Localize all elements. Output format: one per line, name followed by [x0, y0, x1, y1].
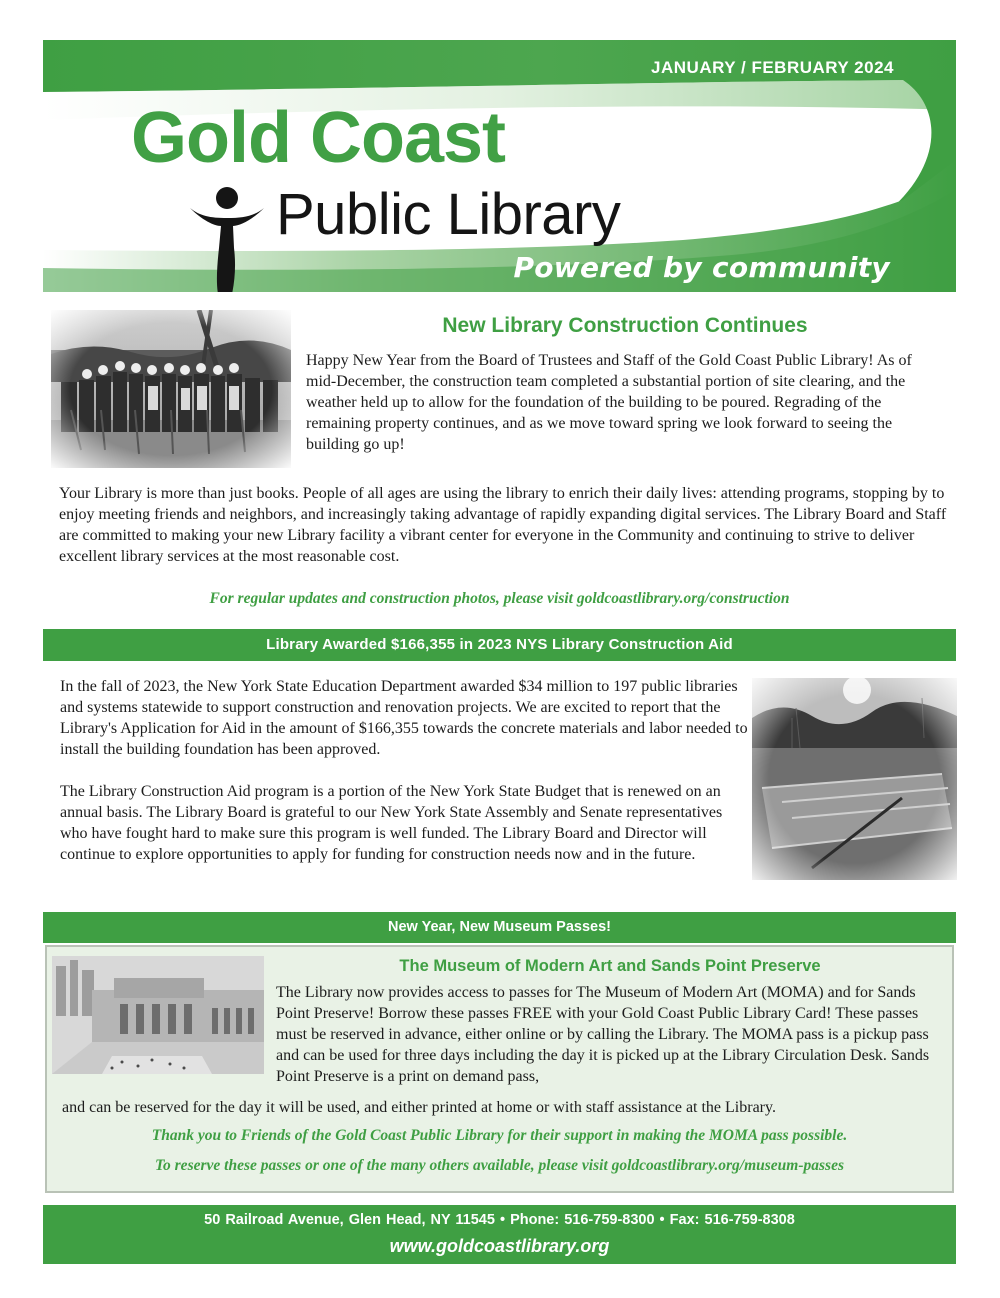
article-construction-paragraph-1: Happy New Year from the Board of Trustees and Staff of the Gold Coast Public Library! As of mid-December, the construction team completed a substantial portion of site clearing, and the weather held up to allow for the foundation of the building to be poured. Regrading of the remaining property continues, and as we move toward spring we look forward to seeing the building go up! [306, 352, 912, 453]
friends-thanks-note: Thank you to Friends of the Gold Coast Public Library for their support in making the MOMA pass possible. [151, 1127, 848, 1144]
museum-passes-link[interactable]: To reserve these passes or one of the many others available, please visit goldcoastlibrary.org/museum-passes [154, 1157, 844, 1174]
foundation-site-photo [752, 678, 957, 880]
museum-passes-paragraph-2: and can be reserved for the day it will be used, and either printed at home or with staff assistance at the Library. [62, 1099, 776, 1116]
construction-updates-link[interactable]: For regular updates and construction photos, please visit goldcoastlibrary.org/construction [209, 590, 790, 607]
logo-gold-coast: Gold Coast [131, 98, 506, 178]
footer-contact: 50 Railroad Avenue, Glen Head, NY 11545 • Phone: 516-759-8300 • Fax: 516-759-8308 [204, 1212, 795, 1228]
construction-aid-banner: Library Awarded $166,355 in 2023 NYS Library Construction Aid [43, 629, 956, 661]
person-figure-icon [188, 186, 266, 292]
footer-website-link[interactable]: www.goldcoastlibrary.org [389, 1236, 610, 1256]
groundbreaking-photo [51, 310, 291, 468]
logo-public-library: Public Library [276, 182, 621, 247]
article-construction-title: New Library Construction Continues [442, 314, 808, 337]
museum-building-photo [52, 956, 264, 1074]
construction-aid-paragraph-2: The Library Construction Aid program is a portion of the New York State Budget that is renewed on an annual basis. The Library Board is grateful to our New York State Assembly and Senate representatives who have fought hard to make sure this program is well funded. The Library Board and Director will continue to explore opportunities to apply for funding for construction needs now and in the future. [60, 783, 723, 863]
museum-passes-banner: New Year, New Museum Passes! [43, 912, 956, 943]
construction-aid-paragraph-1: In the fall of 2023, the New York State Education Department awarded $34 million to 197 public libraries and systems statewide to support construction and renovation projects. We are excited to report that the Library's Application for Aid in the amount of $166,355 towards the concrete materials and labor needed to install the building foundation has been approved. [60, 678, 748, 758]
museum-passes-title: The Museum of Modern Art and Sands Point Preserve [399, 957, 821, 975]
footer [43, 1205, 956, 1264]
issue-date: JANUARY / FEBRUARY 2024 [651, 58, 894, 77]
tagline: Powered by community [513, 251, 890, 284]
article-construction-paragraph-2: Your Library is more than just books. People of all ages are using the library to enrich their daily lives: attending programs, stopping by to enjoy meeting friends and neighbors, and increasingly taking advantage of rapidly expanding digital services. The Library Board and Staff are committed to making your new Library facility a vibrant center for everyone in the Community and continuing to strive to deliver excellent library services at the most reasonable cost. [59, 485, 947, 565]
museum-passes-paragraph-1: The Library now provides access to passes for The Museum of Modern Art (MOMA) and for Sands Point Preserve! Borrow these passes FREE with your Gold Coast Public Library Card! These passes must be reserved in advance, either online or by calling the Library. The MOMA pass is a pickup pass and can be used for three days including the day it is picked up at the Library Circulation Desk. Sands Point Preserve is a print on demand pass, [276, 984, 930, 1085]
masthead [43, 40, 956, 292]
